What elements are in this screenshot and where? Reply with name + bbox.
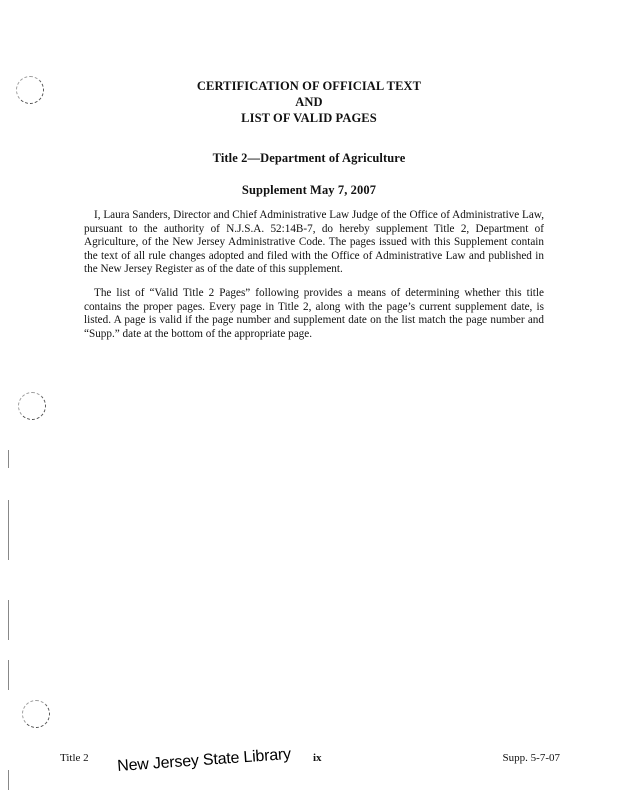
scan-edge-mark (8, 770, 9, 790)
punch-hole-mark (18, 392, 46, 420)
certification-paragraph: I, Laura Sanders, Director and Chief Administrative Law Judge of the Office of Administrative Law, pursuant to the authority of N.J.S.A. 52:14B-7, do hereby supplement Title 2, Department of Agriculture, of the New Jersey Administrative Code. The pages issued with this Supplement contain the text of all rule changes adopted and filed with the Office of Administrative Law and published in the New Jersey Register as of the date of this supplement. (84, 209, 544, 276)
valid-pages-paragraph: The list of “Valid Title 2 Pages” following provides a means of determining whether this title contains the proper pages. Every page in Title 2, along with the page’s current supplement date, is listed. A page is valid if the page number and supplement date on the list match the page number and “Supp.” date at the bottom of the appropriate page. (84, 287, 544, 340)
footer-title: Title 2 (60, 752, 89, 764)
scan-edge-mark (8, 600, 9, 640)
document-title-line-3: LIST OF VALID PAGES (241, 111, 377, 125)
document-title-line-1: CERTIFICATION OF OFFICIAL TEXT (196, 79, 422, 93)
document-title-line-2: AND (295, 95, 323, 109)
supplement-date: Supplement May 7, 2007 (241, 183, 377, 197)
library-stamp: New Jersey State Library (116, 745, 292, 776)
footer-page-number: ix (313, 752, 322, 764)
document-subtitle: Title 2—Department of Agriculture (212, 151, 406, 165)
scan-edge-mark (8, 500, 9, 560)
footer-supplement: Supp. 5-7-07 (502, 752, 560, 764)
punch-hole-mark (22, 700, 50, 728)
scan-edge-mark (8, 450, 9, 468)
scan-edge-mark (8, 660, 9, 690)
